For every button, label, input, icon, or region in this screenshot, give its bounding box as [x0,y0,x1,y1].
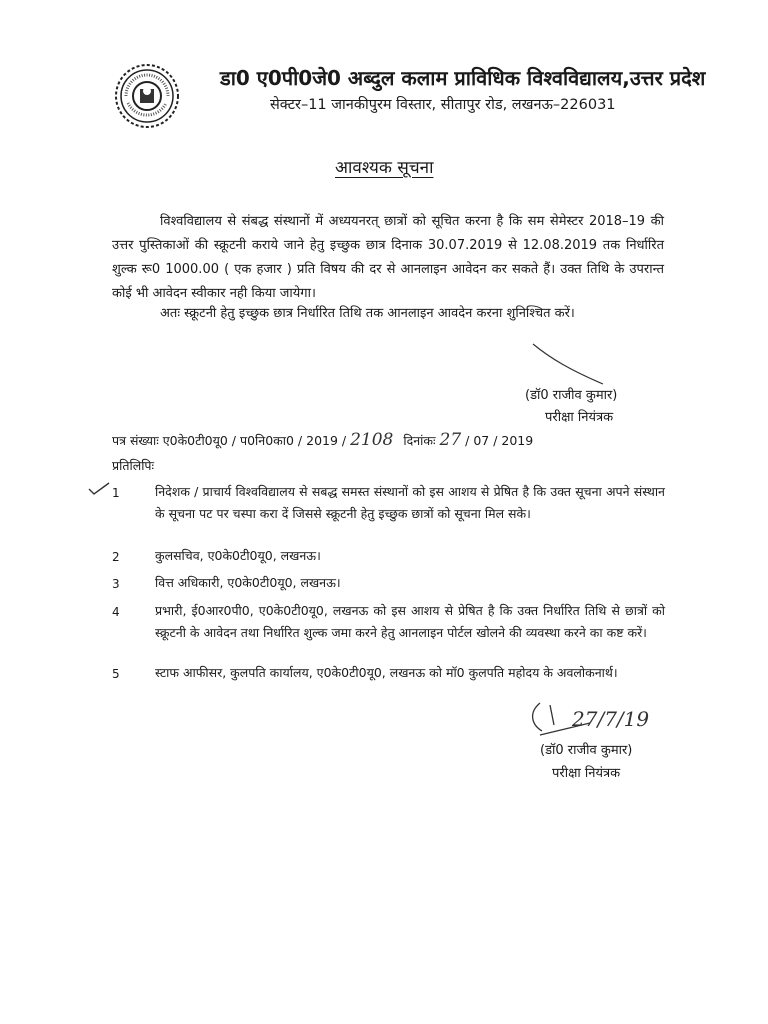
university-seal-logo [114,63,180,129]
copy-label: प्रतिलिपिः [112,458,155,473]
copy-item-number: 3 [112,577,120,591]
date-label: दिनांकः [403,433,436,448]
reference-line [112,430,533,450]
copy-item-number: 2 [112,550,120,564]
handwritten-date-2: 27/7/19 [572,707,650,731]
copy-item-text: निदेशक / प्राचार्य विश्वविद्यालय से सबद्ध समस्त संस्थानों को इस आशय से प्रेषित है कि उक्त सूचना अपने संस्थान के सूचना पट पर चस्पा करा दें जिससे स्क्रूटनी हेतु इच्छुक छात्रों को सूचना मिल सके। [155,484,665,521]
tick-mark-icon [88,480,110,501]
letter-number-handwritten: 2108 [350,430,394,450]
notice-paragraph-1: विश्वविद्यालय से संबद्ध संस्थानों में अध्ययनरत् छात्रों को सूचित करना है कि सम सेमेस्टर 2018–19 की उत्तर पुस्तिकाओं की स्क्रूटनी कराये जाने हेतु इच्छुक छात्र दिनाक 30.07.2019 से 12.08.2019 तक निर्धारित शुल्क रू0 1000.00 ( एक हजार ) प्रति विषय की दर से आनलाइन आवेदन कर सकते हैं। उक्त तिथि के उपरान्त कोई भी आवेदन स्वीकार नही किया जायेगा। [112,214,664,301]
copy-item-number: 4 [112,605,120,619]
date-rest: / 07 / 2019 [465,433,534,448]
copy-item-text: प्रभारी, ई0आर0पी0, ए0के0टी0यू0, लखनऊ को इस आशय से प्रेषित है कि उक्त निर्धारित तिथि से छात्रों को स्क्रूटनी के आवेदन तथा निर्धारित शुल्क जमा करने हेतु आनलाइन पोर्टल खोलने की व्यवस्था करने का कष्ट करें। [155,603,665,640]
signatory-designation-1: परीक्षा नियंत्रक [545,410,614,425]
copy-item-number: 5 [112,667,120,681]
signatory-name-1: (डॉ0 राजीव कुमार) [525,388,618,403]
copy-item-text: वित्त अधिकारी, ए0के0टी0यू0, लखनऊ। [155,575,341,590]
copy-item-number: 1 [112,486,120,500]
university-address: सेक्टर–11 जानकीपुरम विस्तार, सीतापुर रोड, लखनऊ–226031 [270,97,616,113]
notice-paragraph-2: अतः स्क्रूटनी हेतु इच्छुक छात्र निर्धारित तिथि तक आनलाइन आवदेन करना शुनिश्चित करें। [160,306,575,321]
letter-number-label: पत्र संख्याः ए0के0टी0यू0 / प0नि0का0 / 2019 / [112,433,347,448]
date-handwritten: 27 [439,430,462,450]
university-name: डा0 ए0पी0जे0 अब्दुल कलाम प्राविधिक विश्वविद्यालय,उत्तर प्रदेश [220,66,706,90]
copy-item-text: स्टाफ आफीसर, कुलपति कार्यालय, ए0के0टी0यू0, लखनऊ को मॉ0 कुलपति महोदय के अवलोकनार्थ। [155,665,618,680]
signatory-designation-2: परीक्षा नियंत्रक [552,766,621,781]
notice-title: आवश्यक सूचना [335,158,434,178]
copy-item-text: कुलसचिव, ए0के0टी0यू0, लखनऊ। [155,548,321,563]
signatory-name-2: (डॉ0 राजीव कुमार) [540,743,633,758]
